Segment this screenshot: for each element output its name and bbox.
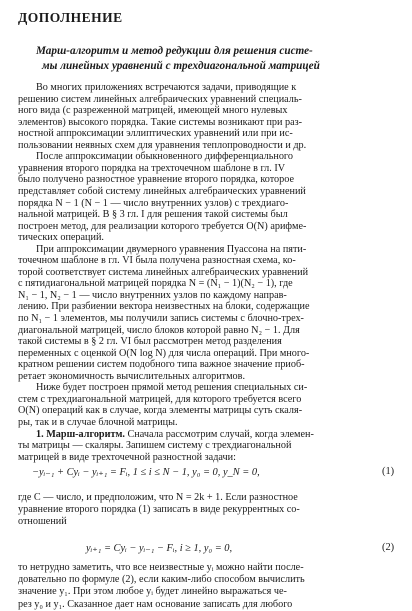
section-heading: ДОПОЛНЕНИЕ	[18, 10, 123, 25]
section-title	[36, 44, 398, 73]
text-line: такой системы в § 2 гл. VI был рассмотрен метод разделения	[18, 336, 282, 348]
text-line: порядка N − 1 (N − 1 — число внутренних узлов) с трехдиаго-	[18, 197, 289, 209]
text-line: то нетрудно заметить, что все неизвестные yᵢ можно найти после-	[18, 562, 304, 573]
section-title-line-2: мы линейных уравнений с трехдиагональной матрицей	[42, 59, 320, 72]
text-line: переменных с оценкой O(N log N) для числа операций. При много-	[18, 347, 310, 359]
text-line: ного вида (с разреженной матрицей, имеющей много нулевых	[18, 105, 288, 117]
text-line: уравнение второго порядка (1) записать в виде рекуррентных со-	[18, 504, 300, 516]
text-line: ретает экономичность вычислительных алгоритмов.	[18, 370, 246, 382]
text-line: решению систем линейных алгебраических уравнений специаль-	[18, 93, 302, 105]
text-line: по N₁ − 1 элементов, мы получили запись системы с блочно-трех-	[18, 313, 304, 324]
section-title-line-1: Марш-алгоритм и метод редукции для решения систе-	[36, 45, 313, 57]
text-line: кратном решении систем подобного типа важное значение приоб-	[18, 359, 305, 371]
text-line: построен метод, для реализации которого требуется O(N) арифме-	[18, 220, 307, 232]
text-line: рез y₀ и y₁. Сказанное дает нам основание записать для любого	[18, 598, 293, 610]
text-line: представляет собой систему линейных алгебраических уравнений	[18, 185, 306, 197]
text-line: торой соответствует система линейных алгебраических уравнений	[18, 266, 309, 278]
text-line: При аппроксимации двумерного уравнения Пуассона на пяти-	[36, 243, 307, 255]
run-in-heading: 1. Марш-алгоритм.	[36, 428, 125, 440]
text-line: ты матрицы — скаляры. Запишем систему с трехдиагональной	[18, 440, 292, 452]
equation-2: yᵢ₊₁ = Cyᵢ − yᵢ₋₁ − Fᵢ, i ≥ 1, y₀ = 0,	[86, 543, 233, 554]
text-line: значение y₁. При этом любое yᵢ будет линейно выражаться че-	[18, 586, 287, 598]
text-line: N₁ − 1, N₂ − 1 — число внутренних узлов по каждому направ-	[18, 289, 287, 301]
equation-2-number: (2)	[382, 542, 395, 553]
text-line: было получено разностное уравнение второго порядка, которое	[18, 174, 294, 186]
text-line: диагональной матрицей, число блоков которой равно N₂ − 1. Для	[18, 324, 300, 336]
equation-1-number: (1)	[382, 466, 395, 477]
text-line: Во многих приложениях встречаются задачи, приводящие к	[36, 82, 297, 93]
text-line: матрицей в виде трехточечной разностной задачи:	[18, 451, 236, 463]
text-line: тических операций.	[18, 232, 104, 244]
text-line: O(N) операций как в случае, когда элементы матрицы суть скаля-	[18, 405, 303, 417]
text-line: Ниже будет построен прямой метод решения специальных си-	[36, 382, 308, 394]
text-line: довательно по формуле (2), если каким-либо способом вычислить	[18, 574, 305, 586]
text-line: уравнения второго порядка на трехточечном шаблоне в гл. IV	[18, 162, 286, 174]
text-line: с пятидиагональной матрицей порядка N = (N₁ − 1)(N₂ − 1), где	[18, 278, 293, 290]
text-line: отношений	[18, 516, 67, 528]
text-line: ностной аппроксимации эллиптических уравнений или при ис-	[18, 128, 293, 140]
text-line: элементов) высокого порядка. Такие системы возникают при раз-	[18, 116, 303, 128]
text-line: стем с трехдиагональной матрицей, для которого требуется всего	[18, 393, 302, 405]
text-line: пользовании неявных схем для уравнения теплопроводности и др.	[18, 139, 307, 151]
text-line: 1. Марш-алгоритм. Сначала рассмотрим случай, когда элемен-	[36, 428, 314, 440]
equation-1: −yᵢ₋₁ + Cyᵢ − yᵢ₊₁ = Fᵢ, 1 ≤ i ≤ N − 1, y₀ = 0, y_N = 0,	[32, 467, 260, 478]
text-line: нальной матрицей. В § 3 гл. I для решения такой системы был	[18, 209, 288, 221]
text-line: ры, так и в случае блочной матрицы.	[18, 416, 178, 428]
text-line: После аппроксимации обыкновенного дифференциального	[36, 151, 293, 163]
text-line: точечном шаблоне в гл. VI была получена разностная схема, ко-	[18, 255, 296, 267]
text-line: лению. При разбиении вектора неизвестных на блоки, содержащие	[18, 301, 310, 313]
text-line: где C — число, и предположим, что N = 2k + 1. Если разностное	[18, 492, 298, 503]
